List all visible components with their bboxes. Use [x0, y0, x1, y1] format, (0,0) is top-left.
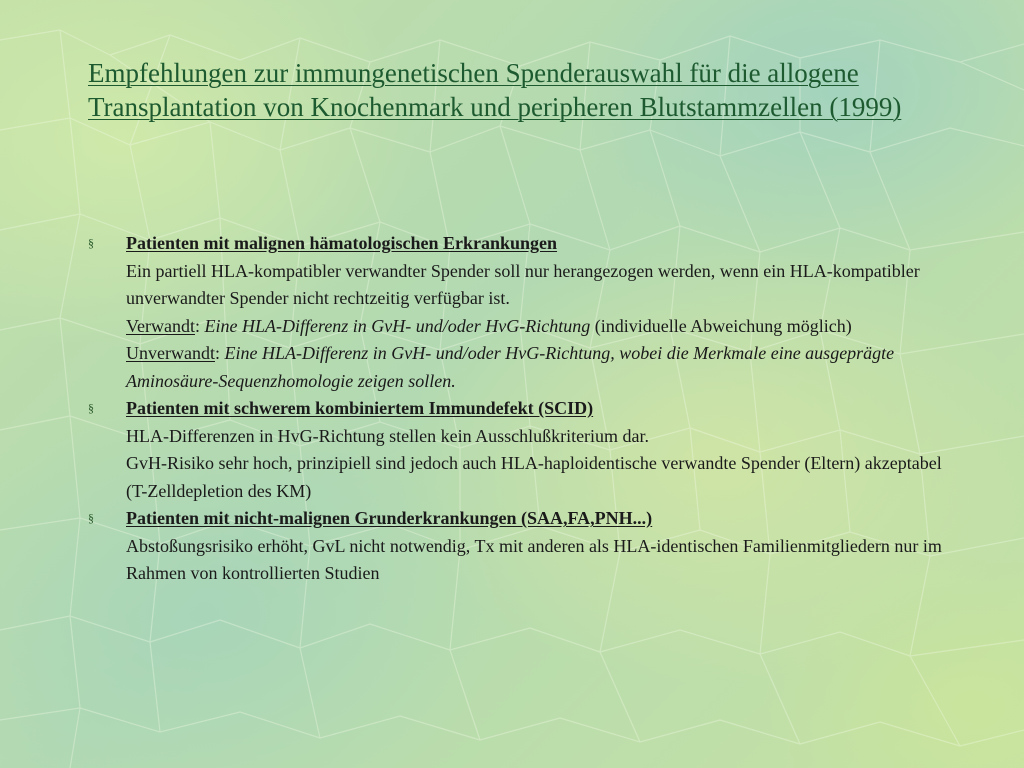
unrelated-criteria: Eine HLA-Differenz in GvH- und/oder HvG-Richtung, wobei die Merkmale eine ausgeprägte Aminosäure-Sequenzhomologie zeigen sollen. [126, 343, 895, 391]
slide-title [88, 56, 958, 124]
list-item-malignant [88, 230, 948, 395]
related-label: Verwandt [126, 315, 195, 336]
related-note: (individuelle Abweichung möglich) [594, 315, 852, 336]
item-heading: Patienten mit nicht-malignen Grunderkrankungen (SAA,FA,PNH...) [126, 508, 653, 528]
item-text: Abstoßungsrisiko erhöht, GvL nicht notwendig, Tx mit anderen als HLA-identischen Familienmitgliedern nur im Rahmen von kontrollierten Studien [126, 535, 942, 583]
unrelated-label: Unverwandt [126, 343, 215, 363]
slide-title-text: Empfehlungen zur immungenetischen Spenderauswahl für die allogene Transplantation von Knochenmark und peripheren Blutstammzellen (1999) [88, 58, 902, 122]
item-heading: Patienten mit schwerem kombiniertem Immundefekt (SCID) [126, 398, 594, 418]
bullet-list [88, 230, 948, 588]
section-sign-bullet-icon: § [88, 511, 94, 525]
related-colon: : [194, 315, 200, 336]
list-item-scid [88, 395, 948, 505]
related-donor-line [126, 313, 948, 341]
item-text-line-2: GvH-Risiko sehr hoch, prinzipiell sind jedoch auch HLA-haploidentische verwandte Spender (Eltern) akzeptabel (T-Zelldepletion des KM) [126, 453, 942, 501]
unrelated-donor-line [126, 340, 948, 395]
unrelated-colon: : [214, 343, 220, 363]
related-criteria: Eine HLA-Differenz in GvH- und/oder HvG-Richtung [204, 315, 591, 336]
list-item-non-malignant [88, 505, 948, 588]
section-sign-bullet-icon: § [88, 401, 94, 415]
item-heading: Patienten mit malignen hämatologischen Erkrankungen [126, 233, 558, 253]
item-text: Ein partiell HLA-kompatibler verwandter Spender soll nur herangezogen werden, wenn ein HLA-kompatibler unverwandter Spender nicht rechtzeitig verfügbar ist. [126, 260, 920, 308]
item-text-line-1: HLA-Differenzen in HvG-Richtung stellen kein Ausschlußkriterium dar. [126, 425, 650, 446]
section-sign-bullet-icon: § [88, 236, 94, 250]
